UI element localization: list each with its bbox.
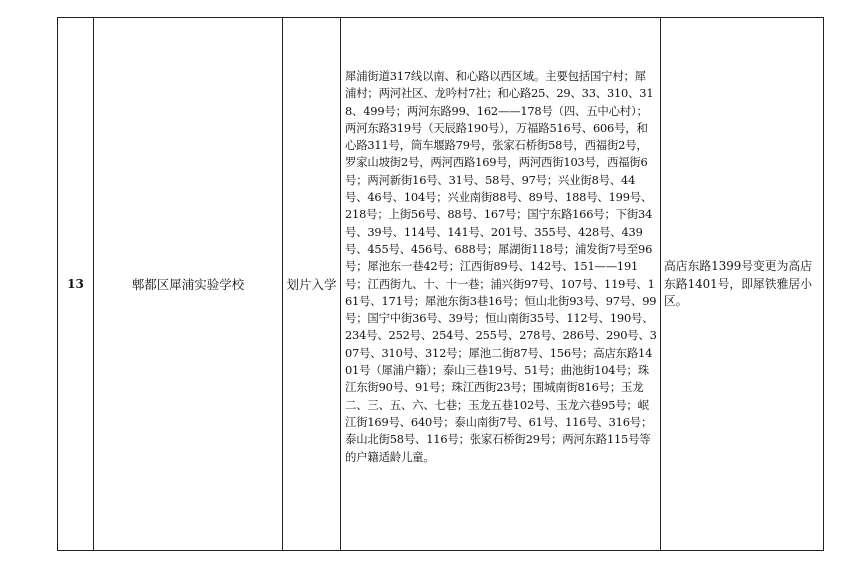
note-cell: 高店东路1399号变更为高店东路1401号，即犀铁雅居小区。 xyxy=(661,18,824,551)
enrollment-table xyxy=(57,17,824,551)
enrollment-mode-cell: 划片入学 xyxy=(283,18,341,551)
school-name-cell: 郫都区犀浦实验学校 xyxy=(94,18,283,551)
service-area-cell: 犀浦街道317线以南、和心路以西区域。主要包括国宁村；犀浦村；两河社区、龙吟村7社；和心路25、29、33、310、318、499号；两河东路99、162——178号（四、五中心村）；两河东路319号（天辰路190号），万福路516号、606号，和心路311号，筒车堰路79号，张家石桥街58号，西福街2号，罗家山坡街2号，两河西路169号，两河西街103号，西福街6号；两河新街16号、31号、58号、97号；兴业街8号、44号、46号、104号；兴业南街88号、89号、188号、199号、218号；上街56号、88号、167号；国宁东路166号；下街34号、39号、114号、141号、201号、355号、428号、439号、455号、456号、688号；犀湖街118号；浦发街7号至96号；犀池东一巷42号；江西街89号、142号、151——191号；江西街九、十、十一巷；浦兴街97号、107号、119号、161号、171号；犀池东街3巷16号；恒山北街93号、97号、99号；国宁中街36号、39号；恒山南街35号、112号、190号、234号、252号、254号、255号、278号、286号、290号、307号、310号、312号；犀池二街87号、156号；高店东路1401号（犀浦户籍）；泰山三巷19号、51号；曲池街104号；珠江东街90号、91号；珠江西街23号；围城南街816号；玉龙二、三、五、六、七巷；玉龙五巷102号、玉龙六巷95号；岷江街169号、640号；泰山南街7号、61号、116号、316号；泰山北街58号、116号；张家石桥街29号；两河东路115号等的户籍适龄儿童。 xyxy=(341,18,661,551)
row-number-cell: 13 xyxy=(58,18,94,551)
enrollment-table-section xyxy=(57,17,811,551)
table-row xyxy=(58,18,824,551)
